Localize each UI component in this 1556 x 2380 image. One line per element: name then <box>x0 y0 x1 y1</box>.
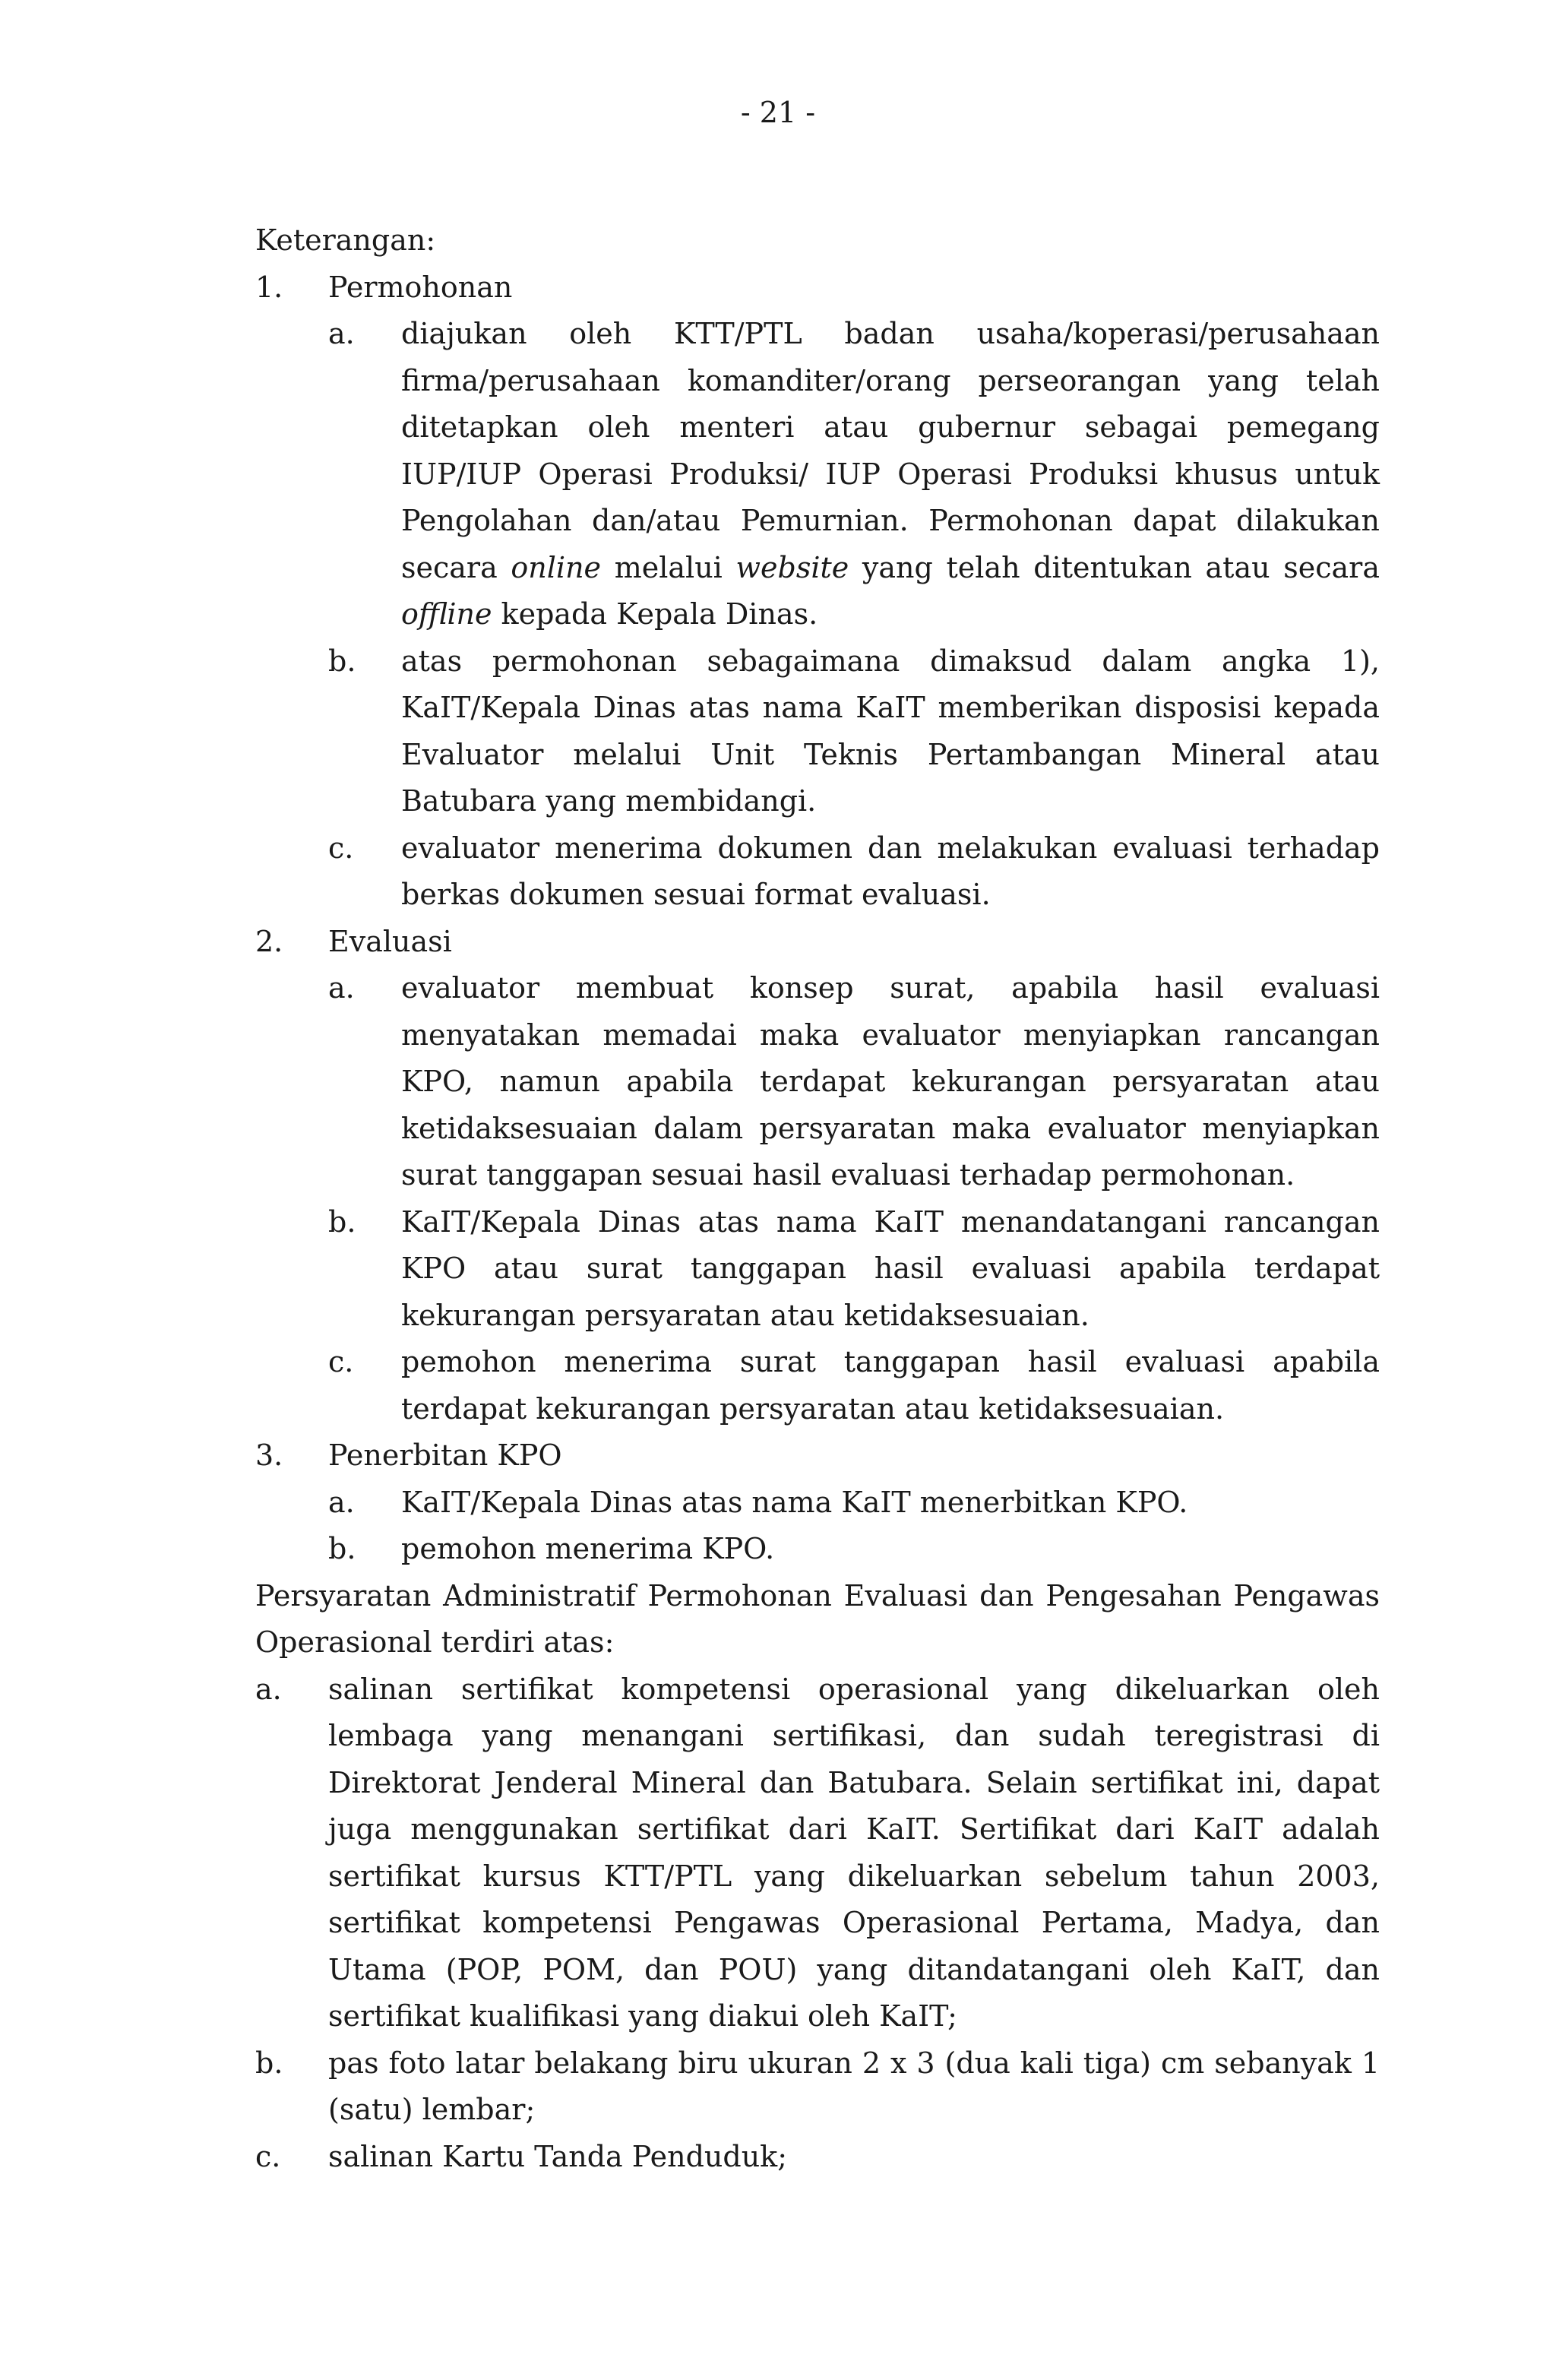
sub-item <box>328 311 1380 638</box>
italic-term: website <box>735 550 849 584</box>
requirement-item <box>255 2134 1380 2181</box>
sub-item-marker: b. <box>328 644 356 678</box>
document-body <box>255 217 1380 2180</box>
sub-item <box>328 1199 1380 1340</box>
section-item <box>255 1432 1380 1480</box>
sub-item-marker: a. <box>328 317 355 350</box>
requirement-marker: a. <box>255 1672 282 1706</box>
text-run: evaluator membuat konsep surat, apabila hasil evaluasi menyatakan memadai maka evaluator menyiapkan rancangan KPO, namun apabila terdapat kekurangan persyaratan atau ketidaksesuaian dalam persyaratan maka evaluator menyiapkan surat tanggapan sesuai hasil evaluasi terhadap permohonan. <box>401 971 1380 1192</box>
section-title: Evaluasi <box>328 924 452 958</box>
procedure-list <box>255 264 1380 1573</box>
sub-item-marker: b. <box>328 1532 356 1565</box>
requirement-item <box>255 1666 1380 2040</box>
text-run: atas permohonan sebagaimana dimaksud dalam angka 1), KaIT/Kepala Dinas atas nama KaIT memberikan disposisi kepada Evaluator melalui Unit Teknis Pertambangan Mineral atau Batubara yang membidangi. <box>401 644 1380 818</box>
section-number: 3. <box>255 1438 283 1472</box>
section-heading: Keterangan: <box>255 223 436 257</box>
sub-item-text <box>401 825 1380 919</box>
sub-item-marker: b. <box>328 1204 356 1239</box>
section-number: 1. <box>255 270 283 304</box>
sub-item <box>328 825 1380 919</box>
page-number: - 21 - <box>740 96 816 129</box>
section-item <box>255 264 1380 312</box>
text-run: pemohon menerima KPO. <box>401 1532 775 1565</box>
section-item <box>255 919 1380 966</box>
text-run: KaIT/Kepala Dinas atas nama KaIT menerbitkan KPO. <box>401 1485 1188 1519</box>
text-run: melalui <box>601 550 736 584</box>
section-number: 2. <box>255 924 283 958</box>
text-run: pemohon menerima surat tanggapan hasil evaluasi apabila terdapat kekurangan persyaratan atau ketidaksesuaian. <box>401 1345 1380 1426</box>
sub-item-marker: a. <box>328 971 355 1005</box>
sub-item-text <box>401 1526 1380 1573</box>
sub-item-text <box>401 311 1380 638</box>
requirements-list <box>255 1666 1380 2181</box>
requirement-text: salinan sertifikat kompetensi operasional yang dikeluarkan oleh lembaga yang menangani sertifikasi, dan sudah teregistrasi di Direktorat Jenderal Mineral dan Batubara. Selain sertifikat ini, dapat juga menggunakan sertifikat dari KaIT. Sertifikat dari KaIT adalah sertifikat kursus KTT/PTL yang dikeluarkan sebelum tahun 2003, sertifikat kompetensi Pengawas Operasional Pertama, Madya, dan Utama (POP, POM, dan POU) yang ditandatangani oleh KaIT, dan sertifikat kualifikasi yang diakui oleh KaIT; <box>328 1672 1380 2033</box>
sub-item <box>328 638 1380 825</box>
sub-item <box>328 1480 1380 1527</box>
sub-item-marker: c. <box>328 1345 354 1378</box>
sub-item-text <box>401 965 1380 1199</box>
sub-item <box>328 1526 1380 1573</box>
requirement-text: salinan Kartu Tanda Penduduk; <box>328 2139 788 2173</box>
sub-item <box>328 965 1380 1199</box>
italic-term: online <box>511 550 602 584</box>
sub-item-text <box>401 638 1380 825</box>
sub-item-text <box>401 1339 1380 1432</box>
text-run: kepada Kepala Dinas. <box>492 597 818 631</box>
sub-item-marker: a. <box>328 1485 355 1519</box>
section-title: Penerbitan KPO <box>328 1438 562 1472</box>
requirement-text: pas foto latar belakang biru ukuran 2 x 3 (dua kali tiga) cm sebanyak 1 (satu) lembar; <box>328 2046 1380 2126</box>
italic-term: offline <box>401 597 492 631</box>
text-run: evaluator menerima dokumen dan melakukan evaluasi terhadap berkas dokumen sesuai format evaluasi. <box>401 831 1380 911</box>
requirement-marker: b. <box>255 2046 283 2080</box>
sub-item <box>328 1339 1380 1432</box>
text-run: KaIT/Kepala Dinas atas nama KaIT menandatangani rancangan KPO atau surat tanggapan hasil evaluasi apabila terdapat kekurangan persyaratan atau ketidaksesuaian. <box>401 1204 1380 1332</box>
sub-item-marker: c. <box>328 831 354 865</box>
section-title: Permohonan <box>328 270 513 304</box>
requirement-item <box>255 2040 1380 2134</box>
sub-item-text <box>401 1480 1380 1527</box>
requirements-intro: Persyaratan Administratif Permohonan Evaluasi dan Pengesahan Pengawas Operasional terdiri atas: <box>255 1578 1380 1659</box>
text-run: yang telah ditentukan atau secara <box>849 550 1380 584</box>
sub-item-text <box>401 1199 1380 1340</box>
text-run: diajukan oleh KTT/PTL badan usaha/koperasi/perusahaan firma/perusahaan komanditer/orang perseorangan yang telah ditetapkan oleh menteri atau gubernur sebagai pemegang IUP/IUP Operasi Produksi/ IUP Operasi Produksi khusus untuk Pengolahan dan/atau Pemurnian. Permohonan dapat dilakukan secara <box>401 317 1380 584</box>
requirement-marker: c. <box>255 2139 281 2173</box>
